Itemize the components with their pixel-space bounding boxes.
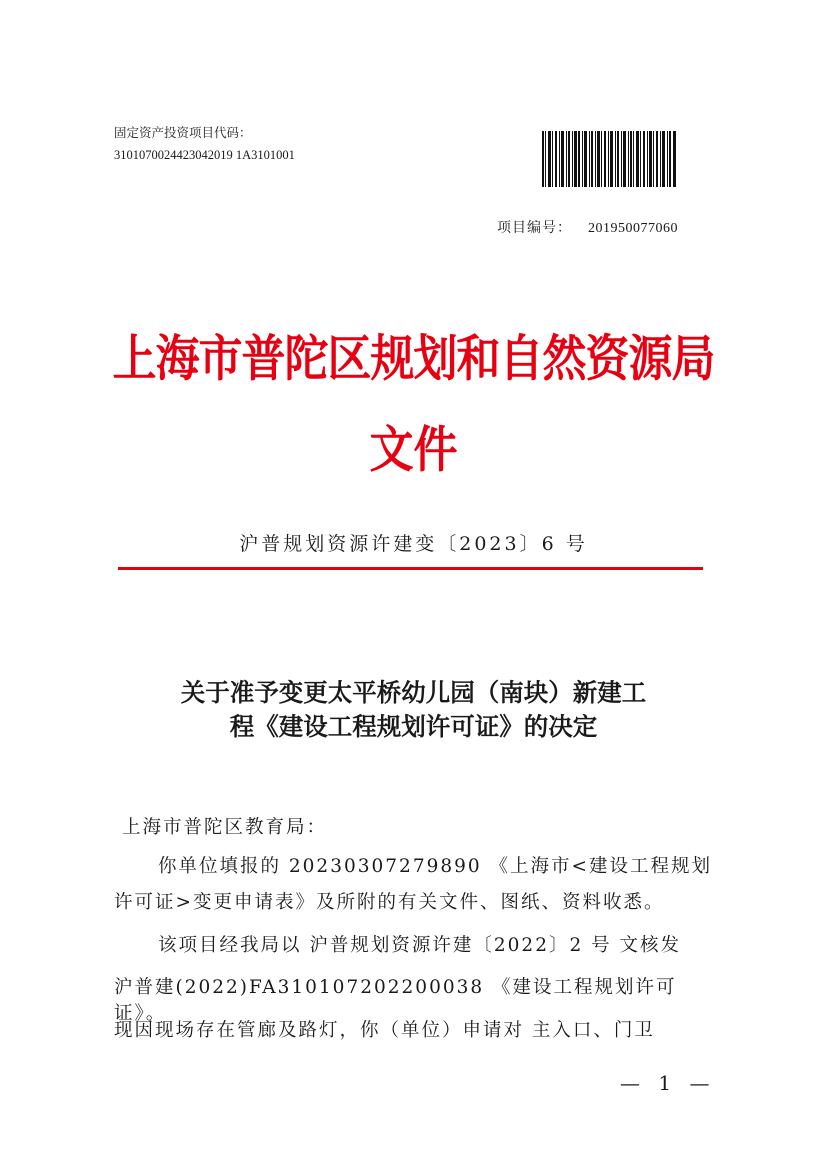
body-paragraph-1-line-1: 你单位填报的 20230307279890 《上海市<建设工程规划 xyxy=(158,856,713,877)
document-title-line-2: 程《建设工程规划许可证》的决定 xyxy=(229,712,598,741)
letterhead-org-name: 上海市普陀区规划和自然资源局 xyxy=(112,330,715,388)
barcode-image xyxy=(542,131,676,187)
document-title-line-1: 关于准予变更太平桥幼儿园（南块）新建工 xyxy=(180,678,647,707)
letterhead-doc-word: 文件 xyxy=(369,421,458,479)
document-number: 沪普规划资源许建变〔2023〕6 号 xyxy=(239,533,588,555)
project-number-label: 项目编号： xyxy=(497,220,572,236)
red-divider-line xyxy=(118,567,703,570)
body-paragraph-2-line-2: 沪普建(2022)FA310107202200038 《建设工程规划许可证》。 xyxy=(114,977,677,1024)
body-paragraph-2-line-3: 现因现场存在管廊及路灯，你（单位）申请对 主入口、门卫 xyxy=(114,1020,655,1041)
project-number xyxy=(497,217,678,237)
addressee: 上海市普陀区教育局： xyxy=(122,817,328,838)
body-paragraph-2-line-1: 该项目经我局以 沪普规划资源许建〔2022〕2 号 文核发 xyxy=(158,935,681,956)
investment-code-label: 固定资产投资项目代码： xyxy=(114,125,252,140)
body-paragraph-1-line-2: 许可证>变更申请表》及所附的有关文件、图纸、资料收悉。 xyxy=(114,892,665,913)
project-number-value: 201950077060 xyxy=(588,221,678,236)
document-title xyxy=(110,676,717,744)
investment-code-value: 3101070024423042019 1A3101001 xyxy=(114,148,295,162)
page-number: — 1 — xyxy=(620,1071,716,1095)
